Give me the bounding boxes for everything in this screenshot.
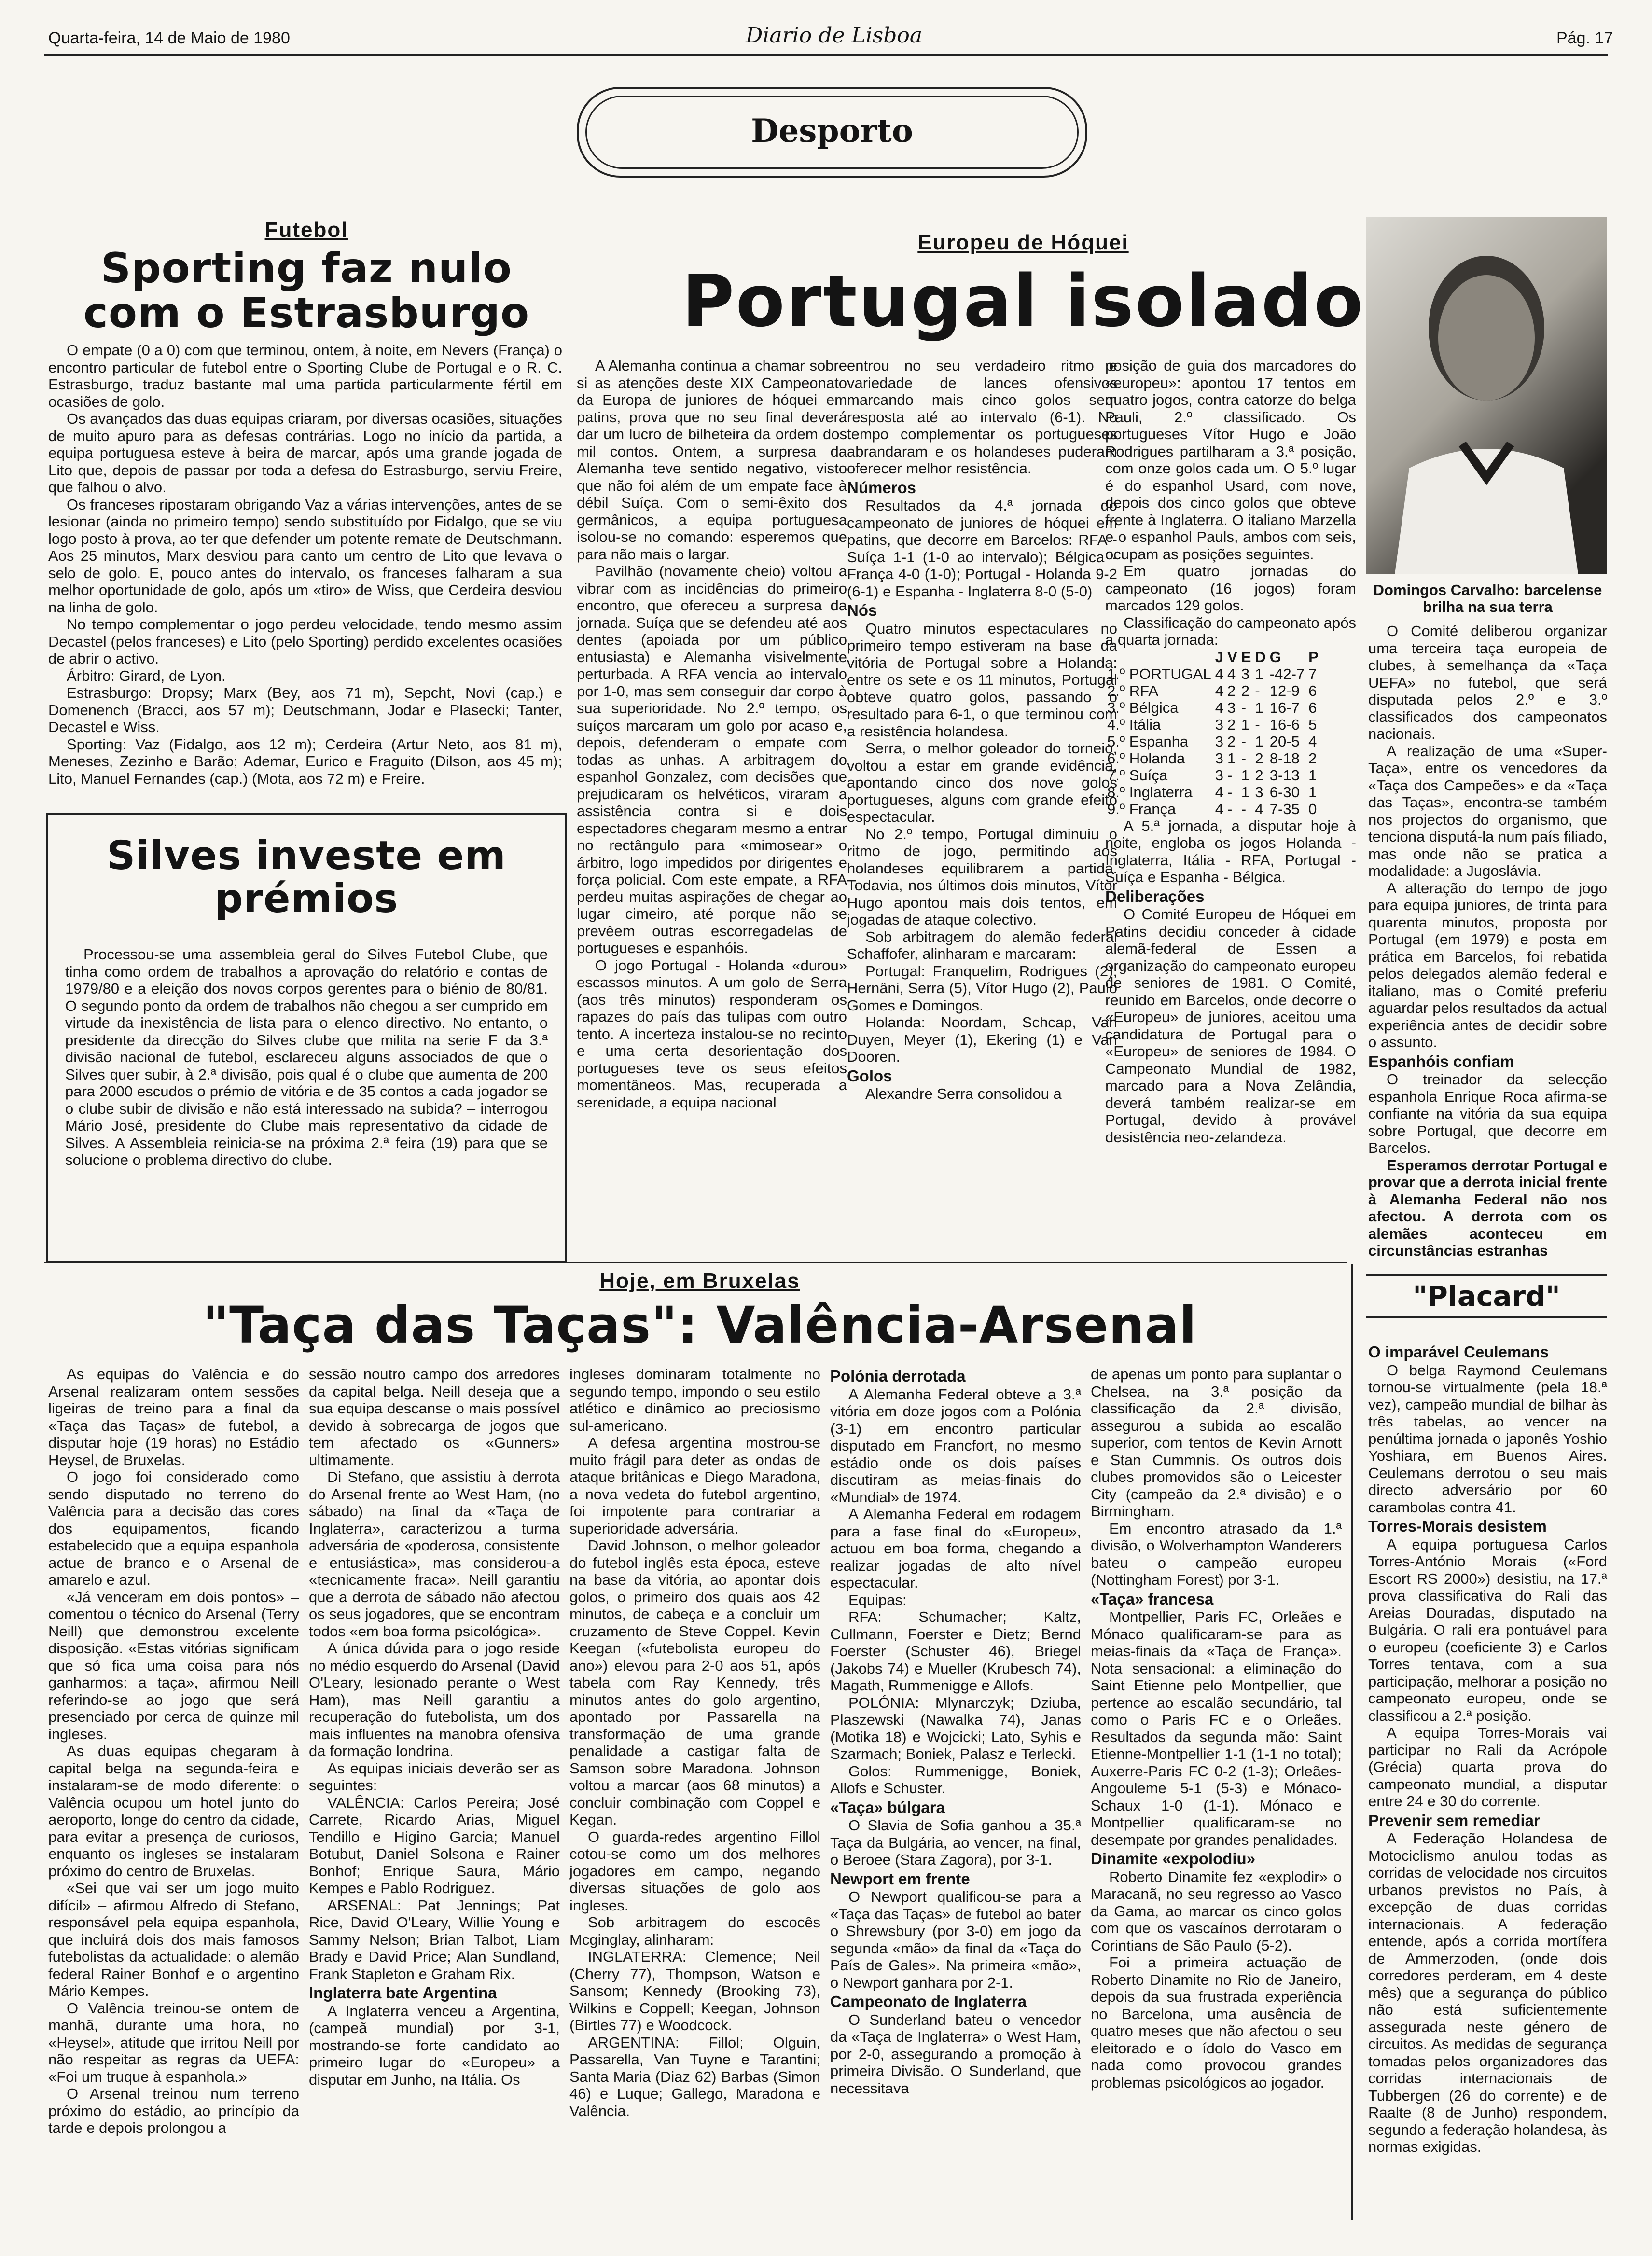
espanhois-subhead: Espanhóis confiam (1368, 1052, 1514, 1070)
paragraph: Sob arbitragem do escocês Mcginglay, alinharam: (569, 1914, 820, 1948)
table-cell: 4 (1215, 665, 1224, 682)
paragraph: sessão noutro campo dos arredores da capital belga. Neill deseja que a sua equipa descanse o mais possível devido à sobrecarga de jogos que tem afectado os «Gunners» ultimamente. (309, 1366, 560, 1468)
table-cell: 4 (1308, 733, 1317, 750)
table-cell: 20-5 (1269, 733, 1300, 750)
page-number: Pág. 17 (1556, 29, 1613, 47)
table-cell: - (1241, 699, 1247, 716)
taca-headline: "Taça das Taças": Valência-Arsenal (202, 1296, 1197, 1355)
table-cell: 1.º PORTUGAL (1107, 665, 1211, 682)
paragraph: ARGENTINA: Fillol; Olguin, Passarella, Van Tuyne e Tarantini; Santa Maria (Diaz 62) Barbas (Simon 46) e Luque; Gallego, Maradona e Valência. (569, 2034, 820, 2119)
paragraph: O treinador da selecção espanhola Enrique Roca afirma-se confiante na vitória da sua equipa sobre Portugal, que decorre em Barcelos. (1368, 1071, 1607, 1156)
supertaca-body (1368, 623, 1607, 1259)
standings-table (1105, 649, 1320, 817)
hoquei-col1 (577, 357, 847, 1111)
table-cell: 4 (1227, 665, 1236, 682)
table-cell: - (1241, 733, 1247, 750)
paragraph: A realização de uma «Super-Taça», entre os vencedores da «Taça dos Campeões» e da «Taça das Taças», encontra-se também nos projectos do organismo, que tenciona disputá-la num país filiado, mas onde não se pratica a modalidade: a Jugoslávia. (1368, 742, 1607, 879)
paragraph: O Comité deliberou organizar uma terceira taça europeia de clubes, à semelhança da «Taça UEFA» no futebol, que será disputada pelos 2.º e 3.º classificados dos campeonatos nacionais. (1368, 623, 1607, 742)
paragraph: Pavilhão (novamente cheio) voltou a vibrar com as incidências do primeiro encontro, que ofereceu a surpresa da jornada. Suíça que se defendeu até aos dentes (apoiada por um público entusiasta) e Alemanha visivelmente perturbada. A RFA vencia ao intervalo por 1-0, mas sem conseguir dar corpo à sua superioridade. No 2.º tempo, os suíços marcaram um golo por acaso e, depois, defenderam o empate com todas as unhas. A arbitragem do espanhol Gonzalez, com decisões que prejudicaram os helvéticos, viraram a assistência contra si e dois espectadores chegaram mesmo a entrar no rectângulo para «mimosear» o árbitro, logo impedidos por dirigentes e força policial. Com este empate, a RFA perdeu muitas aspirações de chegar ao lugar cimeiro, até porque não se prevêem outras escorregadelas de portugueses e espanhóis. (577, 563, 847, 956)
table-header (1105, 649, 1213, 665)
ceulemans-subhead: O imparável Ceulemans (1368, 1343, 1549, 1361)
paragraph: Roberto Dinamite fez «explodir» o Maracanã, no seu regresso ao Vasco da Gama, ao marcar os cinco golos com que os vascaínos derrotaram o Corintians de São Paulo (5-2). (1091, 1868, 1342, 1954)
table-header: G (1269, 648, 1281, 665)
paragraph: A Alemanha Federal obteve a 3.ª vitória em doze jogos com a Polónia (3-1) em encontro particular disputado em Francfort, no mesmo estádio onde os dois países discutiram as meias-finais do «Mundial» de 1974. (830, 1385, 1081, 1506)
dinamite-subhead: Dinamite «expolodiu» (1091, 1850, 1256, 1868)
player-photo (1366, 217, 1607, 574)
campeonato-subhead: Campeonato de Inglaterra (830, 1993, 1027, 2010)
nos-subhead: Nós (847, 601, 877, 619)
paragraph: O guarda-redes argentino Fillol cotou-se como um dos melhores jogadores em campo, negando diversas situações de golo aos ingleses. (569, 1828, 820, 1914)
paragraph: David Johnson, o melhor goleador do futebol inglês esta época, esteve na base da vitória, ao apontar dois golos, o primeiro dos quais aos 42 minutos, de cabeça e a concluir um cruzamento de Steve Coppel. Kevin Keegan («futebolista europeu do ano») elevou para 2-0 aos 51, após tabela com Ray Kennedy, três minutos antes do golo argentino, apontado por Passarella na transformação de uma grande penalidade a castigar falta de Samson sobre Maradona. Johnson voltou a marcar (aos 68 minutos) a concluir combinação com Coppel e Kegan. (569, 1537, 820, 1828)
paragraph: Processou-se uma assembleia geral do Silves Futebol Clube, que tinha como ordem de trabalhos a aprovação do relatório e contas de 1979/80 e a eleição dos novos corpos gerentes para o biénio de 80/81. O segundo ponto da ordem de trabalhos não chegou a ser cumprido em virtude da inexistência de lista para o elenco directivo. No entanto, o presidente da direcção do Silves clube que milita na serie F da 3.ª divisão nacional de futebol, esclareceu alguns associados de que o Silves quer subir, à 2.ª divisão, pois qual é o clube que aumenta de 200 para 2000 escudos o prémio de vitória e de 35 contos a cada jogador se o clube subir de divisão e não está interessado na subida? – interrogou Mário José, presidente do Clube mais representativo da cidade de Silves. A Assembleia reinicia-se na próxima 2.ª feira (19) para que se solucione o problema directivo do clube. (65, 946, 548, 1168)
table-row (1105, 784, 1320, 801)
table-cell: 3 (1215, 733, 1224, 750)
numeros-subhead: Números (847, 478, 916, 497)
table-cell: - (1255, 682, 1260, 699)
taca-col4 (830, 1366, 1081, 2097)
table-cell: 2 (1255, 766, 1263, 784)
table-cell: 3.º Bélgica (1107, 699, 1179, 716)
paragraph: Serra, o melhor goleador do torneio, voltou a estar em grande evidência, apontando cinco dos nove golos portugueses, alguns com grande efeito espectacular. (847, 740, 1117, 825)
table-cell: 2 (1227, 682, 1236, 699)
paragraph: Resultados da 4.ª jornada do campeonato de juniores de hóquei em patins, que decorre em Barcelos: RFA - Suíça 1-1 (1-0 ao intervalo); Bélgica - França 4-0 (1-0); Portugal - Holanda 9-2 (6-1) e Espanha - Inglaterra 8-0 (5-0) (847, 497, 1117, 600)
placard-divider (1351, 1264, 1353, 2220)
paragraph: «Sei que vai ser um jogo muito difícil» – afirmou Alfredo di Stefano, responsável pela equipa espanhola, que incluirá dois dos mais famosos futebolistas da actualidade: o alemão federal Rainer Bonhof e o argentino Mário Kempes. (48, 1880, 299, 1999)
futebol-kicker: Futebol (264, 218, 348, 242)
table-cell: 1 (1241, 783, 1249, 801)
table-cell: -42-7 (1269, 665, 1305, 682)
table-cell: 4 (1255, 800, 1263, 817)
top-rule (44, 54, 1608, 56)
table-row (1105, 767, 1320, 784)
paragraph: O Valência treinou-se ontem de manhã, durante uma hora, no «Heysel», atitude que irritou Neill por não respeitar as regras da UEFA: «Foi um truque à espanhola.» (48, 1999, 299, 2085)
table-row (1105, 682, 1320, 699)
paragraph: de apenas um ponto para suplantar o Chelsea, na 3.ª posição da classificação da 2.ª divisão, assegurou a subida ao escalão superior, com tentos de Kevin Arnott e Stan Cummnis. Os outros dois clubes promovidos são o Leicester City (campeão da 2.ª divisão) e o Birmingham. (1091, 1366, 1342, 1520)
taca-col1 (48, 1366, 299, 2137)
paragraph: Em quatro jornadas do campeonato (16 jogos) foram marcados 129 golos. (1105, 563, 1356, 614)
polonia-subhead: Polónia derrotada (830, 1367, 966, 1385)
table-cell: 0 (1308, 800, 1317, 817)
silves-headline: Silves investe em prémios (107, 833, 506, 922)
table-cell: 7.º Suíça (1107, 766, 1168, 784)
table-row (1105, 665, 1320, 682)
paragraph: No tempo complementar o jogo perdeu velocidade, tendo mesmo assim Decastel (pelos franceses) e Lito (pelo Sporting) perdido excelentes ocasiões de abrir o activo. (48, 616, 562, 667)
paragraph: entrou no seu verdadeiro ritmo e variedade de lances ofensivos marcando mais cinco golos sem resposta até ao intervalo (6-1). No tempo complementar os portugueses abrandaram e os holandeses puderam oferecer melhor resistência. (847, 357, 1117, 477)
table-cell: 2 (1227, 733, 1236, 750)
paragraph: Golos: Rummenigge, Boniek, Allofs e Schuster. (830, 1762, 1081, 1797)
paragraph: A alteração do tempo de jogo para equipa juniores, de trinta para quarenta minutos, proposta por Portugal (em 1979) e posta em prática em Barcelos, foi rebatida pelos delegados alemão federal e italiano, mas o Comité preferiu aguardar pelos resultados da actual experiência antes de decidir sobre o assunto. (1368, 879, 1607, 1051)
taca-col5 (1091, 1366, 1342, 2091)
paragraph: INGLATERRA: Clemence; Neil (Cherry 77), Thompson, Watson e Sansom; Kennedy (Brooking 73), Wilkins e Coppell; Keegan, Johnson (Birtles 77) e Woodcock. (569, 1948, 820, 2034)
paragraph: As duas equipas chegaram à capital belga na segunda-feira e instalaram-se de modo diferente: o Valência ocupou um hotel junto do aeroporto, longe do centro da cidade, para evitar a presença de curiosos, enquanto os ingleses se instalaram próximo do centro de Bruxelas. (48, 1743, 299, 1880)
golos-subhead: Golos (847, 1066, 892, 1085)
table-cell: 1 (1308, 783, 1317, 801)
table-row (1105, 733, 1320, 750)
table-header: V (1227, 648, 1237, 665)
placard-body (1368, 1342, 1607, 2156)
section-banner (577, 87, 1087, 178)
paragraph: Equipas: (848, 1591, 907, 1608)
paragraph: «Já venceram em dois pontos» – comentou o técnico do Arsenal (Terry Neill) que demonstrou excelente disposição. «Estas vitórias significam que só fica uma coisa para nós ganharmos: a taça», afirmou Neill referindo-se ao jogo que será presenciado por cerca de quinze mil ingleses. (48, 1588, 299, 1743)
paragraph: Classificação do campeonato após a quarta jornada: (1105, 614, 1356, 648)
table-cell: 9.º França (1107, 800, 1176, 817)
paragraph: No 2.º tempo, Portugal diminuiu o ritmo de jogo, permitindo aos holandeses equilibrarem a partida. Todavia, nos últimos dois minutos, Vítor Hugo apontou mais dois tentos, em jogadas de ataque colectivo. (847, 825, 1117, 928)
taca-col3 (569, 1366, 820, 2119)
table-cell: 8.º Inglaterra (1107, 783, 1193, 801)
table-cell: - (1227, 766, 1233, 784)
paragraph: A Inglaterra venceu a Argentina, (campeã mundial) por 3-1, mostrando-se forte candidato ao primeiro lugar do «Europeu» a disputar em Junho, na Itália. Os (309, 2002, 560, 2088)
table-cell: 1 (1227, 749, 1236, 767)
table-cell: 16-6 (1269, 716, 1300, 733)
table-cell: 2 (1255, 749, 1263, 767)
table-cell: 4 (1215, 699, 1224, 716)
table-cell: - (1241, 800, 1247, 817)
table-cell: 4 (1215, 783, 1224, 801)
paragraph: O jogo Portugal - Holanda «durou» escassos minutos. A um golo de Serra (aos três minutos) responderam os rapazes do país das tulipas com outro tento. A incerteza instalou-se no recinto e uma certa desorientação dos portugueses teve os seus efeitos momentâneos. Mas, recuperada a serenidade, a equipa nacional (577, 956, 847, 1111)
table-cell: 1 (1241, 766, 1249, 784)
table-cell: 2.º RFA (1107, 682, 1159, 699)
paragraph: A 5.ª jornada, a disputar hoje à noite, engloba os jogos Holanda - Inglaterra, Itália - RFA, Portugal - Suíça e Espanha - Bélgica. (1105, 817, 1356, 886)
table-cell: - (1227, 800, 1233, 817)
hoquei-col3 (1105, 357, 1356, 1146)
table-cell: 3 (1215, 716, 1224, 733)
francesa-subhead: «Taça» francesa (1091, 1590, 1214, 1608)
paragraph: A defesa argentina mostrou-se muito frágil para deter as ondas de ataque britânicas e Diego Maradona, a nova vedeta do futebol argentino, foi impotente para contrariar a superioridade adversária. (569, 1434, 820, 1537)
issue-date: Quarta-feira, 14 de Maio de 1980 (48, 29, 290, 47)
table-cell: 2 (1241, 682, 1249, 699)
paragraph: O Comité Europeu de Hóquei em Patins decidiu conceder à cidade alemã-federal de Essen a organização do campeonato europeu de seniores de 1981. O Comité, reunido em Barcelos, onde decorre o «Europeu» de juniores, aceitou uma candidatura de Portugal para o «Europeu» de seniores de 1984. O Campeonato Mundial de 1982, marcado para a Nova Zelândia, deverá também realizar-se em Portugal, devido à provável desistência neo-zelandeza. (1105, 906, 1356, 1146)
paragraph: Portugal: Franquelim, Rodrigues (2), Hernâni, Serra (5), Vítor Hugo (2), Paulo Gomes e Domingos. (847, 962, 1117, 1014)
player-portrait-icon (1366, 217, 1607, 574)
table-cell: - (1227, 783, 1233, 801)
paragraph: Em encontro atrasado da 1.ª divisão, o Wolverhampton Wanderers bateu o campeão europeu (Nottingham Forest) por 3-1. (1091, 1520, 1342, 1588)
hoquei-headline: Portugal isolado (681, 260, 1365, 343)
prevenir-subhead: Prevenir sem remediar (1368, 1811, 1540, 1829)
torres-subhead: Torres-Morais desistem (1368, 1517, 1547, 1535)
table-cell: 6 (1308, 682, 1317, 699)
paragraph: RFA: Schumacher; Kaltz, Cullmann, Foerster e Dietz; Bernd Foerster (Schuster 46), Briegel (Jakobs 74) e Mueller (Krubesch 74), Magath, Rummenigge e Allofs. (830, 1608, 1081, 1694)
paragraph: Foi a primeira actuação de Roberto Dinamite no Rio de Janeiro, depois da sua frustrada experiência no Barcelona, uma ausência de quatro meses que não afectou o seu eleitorado e o ídolo do Vasco em nada como provocou grandes problemas psicológicos ao jogador. (1091, 1954, 1342, 2091)
table-cell: 3 (1241, 665, 1249, 682)
table-cell: 3 (1255, 783, 1263, 801)
paragraph: Alexandre Serra consolidou a (865, 1085, 1062, 1102)
table-cell: 1 (1241, 716, 1249, 733)
table-cell: 6.º Holanda (1107, 749, 1185, 767)
table-header: D (1255, 648, 1266, 665)
section-divider (44, 1262, 1347, 1263)
paragraph: O empate (0 a 0) com que terminou, ontem, à noite, em Nevers (França) o encontro particular de futebol entre o Sporting Clube de Portugal e o R. C. Estrasburgo, traduz bastante mal uma partida particularmente fértil em ocasiões de golo. (48, 342, 562, 410)
table-row (1105, 801, 1320, 817)
futebol-headline: Sporting faz nulo com o Estrasburgo (83, 244, 530, 337)
table-cell: 7-35 (1269, 800, 1300, 817)
table-cell: 5.º Espanha (1107, 733, 1189, 750)
table-cell: 3 (1215, 749, 1224, 767)
paragraph: Quatro minutos espectaculares no primeiro tempo estiveram na base da vitória de Portugal sobre a Holanda: entre os sete e os 11 minutos, Portugal obteve quatro golos, passando o resultado para 6-1, o que terminou com a resistência holandesa. (847, 620, 1117, 740)
paragraph: O Slavia de Sofia ganhou a 35.ª Taça da Bulgária, ao vencer, na final, o Beroee (Stara Zagora), por 3-1. (830, 1817, 1081, 1868)
paragraph: VALÊNCIA: Carlos Pereira; José Carrete, Ricardo Arias, Miguel Tendillo e Higino Garcia; Manuel Botubut, Daniel Solsona e Rainer Bonhof; Enrique Saura, Mário Kempes e Pablo Rodriguez. (309, 1794, 560, 1896)
table-cell: 6-30 (1269, 783, 1300, 801)
table-row (1105, 699, 1320, 716)
silves-body (65, 946, 548, 1169)
taca-col2 (309, 1366, 560, 2088)
table-cell: 3 (1215, 766, 1224, 784)
table-cell: 1 (1255, 665, 1263, 682)
table-cell: 3 (1227, 699, 1236, 716)
paragraph: A Alemanha continua a chamar sobre si as atenções deste XIX Campeonato da Europa de juniores de hóquei em patins, prova que no seu final deverá dar um lucro de bilheteira da ordem dos mil contos. Ontem, a surpresa da Alemanha teve sentido negativo, visto que não foi além de um empate face à débil Suíça. Com o semi-êxito dos germânicos, a equipa portuguesa isolou-se no comando: esperemos que para não mais o largar. (577, 357, 847, 563)
table-cell: 12-9 (1269, 682, 1300, 699)
table-cell: - (1241, 749, 1247, 767)
table-cell: 1 (1255, 699, 1263, 716)
paragraph: posição de guia dos marcadores do «europeu»: apontou 17 tentos em quatro jogos, contra catorze do belga Pauli, 2.º classificado. Os portugueses Vítor Hugo e João Rodrigues partilharam a 3.ª posição, com onze golos cada um. O 5.º lugar é do espanhol Usard, com nove, depois dos cinco golos que obteve frente à Inglaterra. O italiano Marzella e o espanhol Pauls, ambos com seis, ocupam as posições seguintes. (1105, 357, 1356, 563)
paragraph: A única dúvida para o jogo reside no médio esquerdo do Arsenal (David O'Leary, lesionado perante o West Ham), mas Neill garantiu a recuperação do futebolista, um dos mais influentes na manobra ofensiva da formação londrina. (309, 1640, 560, 1759)
table-cell: 8-18 (1269, 749, 1300, 767)
inglaterra-subhead: Inglaterra bate Argentina (309, 1984, 497, 2002)
paragraph: O jogo foi considerado como sendo disputado no terreno do Valência para a decisão das cores dos equipamentos, ficando estabelecido que a equipa espanhola actue de branco e o Arsenal de amarelo e azul. (48, 1468, 299, 1588)
paragraph: Sporting: Vaz (Fidalgo, aos 12 m); Cerdeira (Artur Neto, aos 81 m), Meneses, Zezinho e Barão; Ademar, Eurico e Fraguito (Dilson, aos 45 m); Lito, Manuel Fernandes (cap.) (Mota, aos 72 m) e Freire. (48, 735, 562, 787)
hoquei-kicker: Europeu de Hóquei (917, 231, 1129, 254)
table-cell: - (1255, 716, 1260, 733)
table-header: P (1308, 648, 1319, 665)
paragraph: Os avançados das duas equipas criaram, por diversas ocasiões, situações de muito apuro para as defesas contrárias. Logo no início da partida, a equipa portuguesa esteve à beira de marcar, após uma grande jogada de Lito que, depois de passar por toda a defesa do Estrasburgo, serviu Freire, que falhou o alvo. (48, 410, 562, 496)
table-row (1105, 716, 1320, 733)
section-title: Desporto (751, 112, 913, 150)
paragraph: A Federação Holandesa de Motociclismo anulou todas as corridas de velocidade nos circuitos urbanos previstos no País, à excepção de duas corridas internacionais. A federação entende, após a corrida mortífera de Ammerzoden, (onde dois corredores perderam, em 4 deste mês) que a segurança do público não está suficientemente assegurada neste género de circuitos. As medidas de segurança tomadas pelos organizadores das corridas internacionais de Tubbergen (26 do corrente) e de Raalte (8 de Junho) respondem, segundo a federação holandesa, às normas exigidas. (1368, 1830, 1607, 2155)
bulgara-subhead: «Taça» búlgara (830, 1798, 945, 1816)
placard-title: "Placard" (1366, 1274, 1607, 1318)
table-header: E (1241, 648, 1251, 665)
paragraph: Di Stefano, que assistiu à derrota do Arsenal frente ao West Ham, (no sábado) na final da «Taça de Inglaterra», caracterizou a turma adversária de «poderosa, consistente e entusiástica», mas considerou-a «tecnicamente fraca». Neill garantiu que a derrota de sábado não afectou os seus jogadores, que se encontram todos «em boa forma psicológica». (309, 1468, 560, 1640)
paragraph: Montpellier, Paris FC, Orleães e Mónaco qualificaram-se para as meias-finais da «Taça de França». Nota sensacional: a eliminação do Saint Etienne pelo Montpellier, que pertence ao escalão secundário, tal como o Paris FC e o Orleães. Resultados da segunda mão: Saint Etienne-Montpellier 1-1 (1-1 no total); Auxerre-Paris FC 0-2 (1-3); Orleães-Angouleme 5-1 (5-3) e Mónaco-Schaux 1-0 (1-1). Mónaco e Montpellier qualificaram-se no desempate por grandes penalidades. (1091, 1608, 1342, 1848)
paragraph: O Newport qualificou-se para a «Taça das Taças» de futebol ao bater o Shrewsbury (por 3-0) em jogo da segunda «mão» da final da «Taça do País de Gales». Na primeira «mão», o Newport ganhara por 2-1. (830, 1888, 1081, 1991)
photo-caption: Domingos Carvalho: barcelense brilha na sua terra (1373, 581, 1602, 615)
deliberacoes-subhead: Deliberações (1105, 887, 1205, 905)
paragraph: ingleses dominaram totalmente no segundo tempo, impondo o seu estilo atlético e dinâmico ao preciosismo sul-americano. (569, 1366, 820, 1434)
taca-kicker: Hoje, em Bruxelas (599, 1269, 800, 1293)
quote-paragraph: Esperamos derrotar Portugal e provar que a derrota inicial frente à Alemanha Federal não nos afectou. A derrota com os alemães aconteceu em circunstâncias estranhas (1368, 1156, 1607, 1259)
newspaper-name: Diario de Lisboa (746, 23, 923, 48)
paragraph: POLÓNIA: Mlynarczyk; Dziuba, Plaszewski (Nawalka 74), Janas (Motika 18) e Wojcicki; Lato, Syhis e Szarmach; Boniek, Palasz e Terlecki. (830, 1694, 1081, 1762)
paragraph: Árbitro: Girard, de Lyon. (67, 667, 226, 684)
paragraph: O Sunderland bateu o vencedor da «Taça de Inglaterra» o West Ham, por 2-0, assegurando a promoção à primeira Divisão. O Sunderland, que necessitava (830, 2011, 1081, 2097)
table-header: J (1215, 648, 1224, 665)
table-cell: 2 (1227, 716, 1236, 733)
paragraph: As equipas do Valência e do Arsenal realizaram ontem sessões ligeiras de treino para a final da «Taça das Taças» de futebol, a disputar hoje (19 horas) no Estádio Heysel, de Bruxelas. (48, 1366, 299, 1468)
futebol-body (48, 342, 562, 787)
table-cell: 1 (1255, 733, 1263, 750)
newport-subhead: Newport em frente (830, 1869, 970, 1888)
table-cell: 4 (1215, 800, 1224, 817)
paragraph: O belga Raymond Ceulemans tornou-se virtualmente (pela 18.ª vez), campeão mundial de bilhar às três tabelas, ao vencer na penúltima jornada o japonês Yoshio Yoshiara, em Buenos Aires. Ceulemans derrotou o seu mais directo adversário por 60 carambolas contra 41. (1368, 1361, 1607, 1516)
paragraph: A equipa portuguesa Carlos Torres-António Morais («Ford Escort RS 2000») desistiu, na 17.ª prova classificativa do Rali das Areias Douradas, disputado na Bulgária. O rali era pontuável para o europeu (coeficiente 3) e Carlos Torres tentava, com a sua participação, melhorar a posição no campeonato europeu, onde se classificou a 2.ª posição. (1368, 1536, 1607, 1724)
table-row (1105, 750, 1320, 767)
table-cell: 4 (1215, 682, 1224, 699)
paragraph: O Arsenal treinou num terreno próximo do estádio, ao princípio da tarde e depois prolongou a (48, 2085, 299, 2136)
table-cell: 4.º Itália (1107, 716, 1161, 733)
paragraph: Holanda: Noordam, Schcap, Van Duyen, Meyer (1), Ekering (1) e Van Dooren. (847, 1014, 1117, 1065)
table-cell: 16-7 (1269, 699, 1300, 716)
paragraph: A Alemanha Federal em rodagem para a fase final do «Europeu», actuou em boa forma, chegando a realizar jogadas de alto nível espectacular. (830, 1506, 1081, 1591)
paragraph: ARSENAL: Pat Jennings; Pat Rice, David O'Leary, Willie Young e Sammy Nelson; Brian Talbot, Liam Brady e David Price; Alan Sundland, Frank Stapleton e Graham Rix. (309, 1896, 560, 1982)
paragraph: A equipa Torres-Morais vai participar no Rali da Acrópole (Grécia) quarta prova do campeonato mundial, a disputar entre 24 e 30 do corrente. (1368, 1724, 1607, 1810)
paragraph: Estrasburgo: Dropsy; Marx (Bey, aos 71 m), Sepcht, Novi (cap.) e Domenench (Bracci, aos 57 m); Deutschmann, Jodar e Plasecki; Tanter, Decastel e Wiss. (48, 684, 562, 735)
table-cell: 2 (1308, 749, 1317, 767)
table-cell: 3-13 (1269, 766, 1300, 784)
paragraph: Os franceses ripostaram obrigando Vaz a várias intervenções, antes de se lesionar (ainda no primeiro tempo) sendo substituído por Fidalgo, que se viu logo posto à prova, ao ter que defender um potente remate de Deutschmann. Aos 25 minutos, Marx desviou para canto um centro de Lito que levava o selo de golo. E, pouco antes do intervalo, os franceses falharam a sua melhor oportunidade de golo, após um «tiro» de Wiss, que Cerdeira desviou na linha de golo. (48, 496, 562, 616)
table-cell: 7 (1308, 665, 1317, 682)
table-cell: 6 (1308, 699, 1317, 716)
paragraph: Sob arbitragem do alemão federal Schaffofer, alinharam e marcaram: (847, 928, 1117, 962)
paragraph: As equipas iniciais deverão ser as seguintes: (309, 1759, 560, 1794)
table-cell: 1 (1308, 766, 1317, 784)
hoquei-col2 (847, 357, 1117, 1103)
table-header-row (1105, 649, 1320, 665)
table-cell: 5 (1308, 716, 1317, 733)
